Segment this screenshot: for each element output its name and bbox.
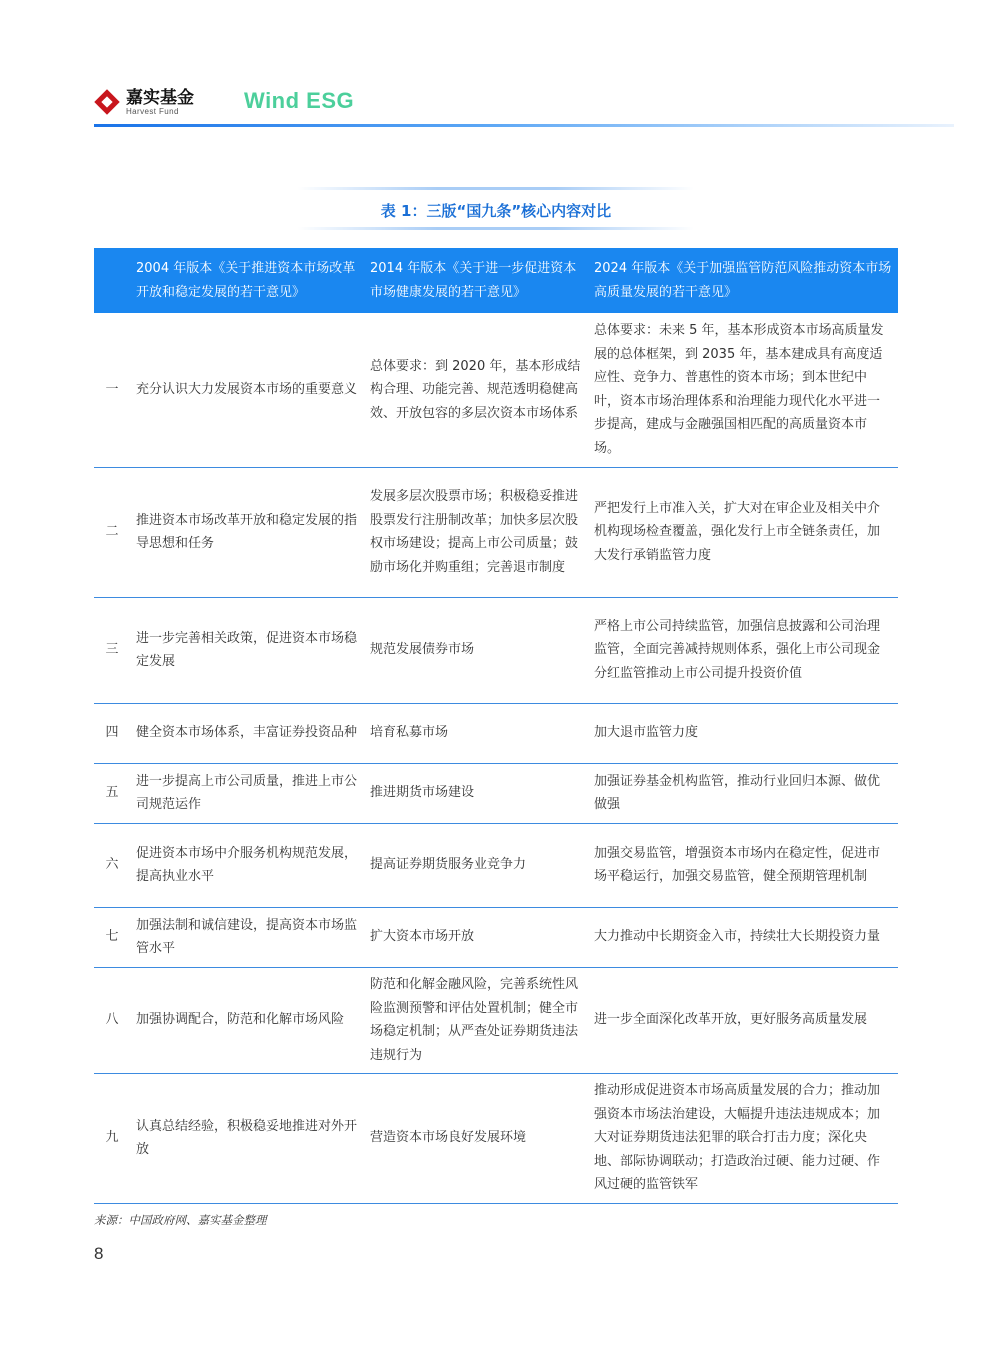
cell-2014: 扩大资本市场开放 <box>364 907 588 967</box>
row-number: 九 <box>94 1073 130 1203</box>
table-row <box>94 763 898 823</box>
cell-2004: 促进资本市场中介服务机构规范发展，提高执业水平 <box>130 823 364 907</box>
cell-2024: 大力推动中长期资金入市，持续壮大长期投资力量 <box>588 907 898 967</box>
cell-2004: 认真总结经验，积极稳妥地推进对外开放 <box>130 1073 364 1203</box>
brand-name-en: Harvest Fund <box>126 107 179 116</box>
comparison-table <box>94 248 898 1204</box>
table-header-row <box>94 248 898 313</box>
table-row <box>94 313 898 467</box>
cell-2024: 推动形成促进资本市场高质量发展的合力；推动加强资本市场法治建设，大幅提升违法违规成本；加大对证券期货违法犯罪的联合打击力度；深化央地、部际协调联动；打造政治过硬、能力过硬、作风过硬的监管铁军 <box>588 1073 898 1203</box>
row-number: 六 <box>94 823 130 907</box>
page-number: 8 <box>94 1244 104 1263</box>
cell-2014: 发展多层次股票市场；积极稳妥推进股票发行注册制改革；加快多层次股权市场建设；提高上市公司质量；鼓励市场化并购重组；完善退市制度 <box>364 467 588 597</box>
cell-2014: 规范发展债券市场 <box>364 597 588 703</box>
page-header <box>94 84 954 128</box>
cell-2024: 加强证券基金机构监管，推动行业回归本源、做优做强 <box>588 763 898 823</box>
cell-2004: 进一步提高上市公司质量，推进上市公司规范运作 <box>130 763 364 823</box>
cell-2014: 营造资本市场良好发展环境 <box>364 1073 588 1203</box>
brand-name-cn: 嘉实基金 <box>126 88 194 108</box>
title-rule-top <box>298 187 694 190</box>
cell-2004: 推进资本市场改革开放和稳定发展的指导思想和任务 <box>130 467 364 597</box>
cell-2004: 进一步完善相关政策，促进资本市场稳定发展 <box>130 597 364 703</box>
cell-2014: 培育私募市场 <box>364 703 588 763</box>
source-note: 来源：中国政府网、嘉实基金整理 <box>94 1213 267 1227</box>
table-title: 表 1：三版“国九条”核心内容对比 <box>380 202 612 220</box>
cell-2024: 加大退市监管力度 <box>588 703 898 763</box>
cell-2024: 总体要求：未来 5 年，基本形成资本市场高质量发展的总体框架，到 2035 年，基本建成具有高度适应性、竞争力、普惠性的资本市场；到本世纪中叶，资本市场治理体系和治理能力现代化水平进一步提高，建成与金融强国相匹配的高质量资本市场。 <box>588 313 898 467</box>
table-row <box>94 967 898 1073</box>
cell-2024: 进一步全面深化改革开放，更好服务高质量发展 <box>588 967 898 1073</box>
cell-2004: 加强法制和诚信建设，提高资本市场监管水平 <box>130 907 364 967</box>
cell-2014: 提高证券期货服务业竞争力 <box>364 823 588 907</box>
table-row <box>94 467 898 597</box>
row-number: 五 <box>94 763 130 823</box>
cell-2024: 严把发行上市准入关，扩大对在审企业及相关中介机构现场检查覆盖，强化发行上市全链条责任，加大发行承销监管力度 <box>588 467 898 597</box>
row-number: 一 <box>94 313 130 467</box>
cell-2004: 健全资本市场体系，丰富证券投资品种 <box>130 703 364 763</box>
row-number: 三 <box>94 597 130 703</box>
cell-2024: 严格上市公司持续监管，加强信息披露和公司治理监管，全面完善减持规则体系，强化上市公司现金分红监管推动上市公司提升投资价值 <box>588 597 898 703</box>
row-number: 七 <box>94 907 130 967</box>
row-number: 二 <box>94 467 130 597</box>
wind-esg-logo: Wind ESG <box>244 88 355 113</box>
table-row <box>94 597 898 703</box>
header-cell-index <box>94 248 130 313</box>
title-rule-bottom <box>298 227 694 230</box>
cell-2014: 总体要求：到 2020 年，基本形成结构合理、功能完善、规范透明稳健高效、开放包容的多层次资本市场体系 <box>364 313 588 467</box>
table-title-block <box>298 187 694 231</box>
header-cell-2004: 2004 年版本《关于推进资本市场改革开放和稳定发展的若干意见》 <box>130 248 364 313</box>
table-row <box>94 703 898 763</box>
table-row <box>94 1073 898 1203</box>
header-cell-2024: 2024 年版本《关于加强监管防范风险推动资本市场高质量发展的若干意见》 <box>588 248 898 313</box>
harvest-diamond-icon <box>94 89 122 117</box>
cell-2014: 推进期货市场建设 <box>364 763 588 823</box>
cell-2014: 防范和化解金融风险，完善系统性风险监测预警和评估处置机制；健全市场稳定机制；从严查处证券期货违法违规行为 <box>364 967 588 1073</box>
cell-2004: 充分认识大力发展资本市场的重要意义 <box>130 313 364 467</box>
table-row <box>94 823 898 907</box>
harvest-fund-logo <box>94 89 194 117</box>
table-row <box>94 907 898 967</box>
row-number: 八 <box>94 967 130 1073</box>
cell-2004: 加强协调配合，防范和化解市场风险 <box>130 967 364 1073</box>
header-divider <box>94 124 954 127</box>
header-cell-2014: 2014 年版本《关于进一步促进资本市场健康发展的若干意见》 <box>364 248 588 313</box>
row-number: 四 <box>94 703 130 763</box>
cell-2024: 加强交易监管，增强资本市场内在稳定性，促进市场平稳运行，加强交易监管，健全预期管理机制 <box>588 823 898 907</box>
